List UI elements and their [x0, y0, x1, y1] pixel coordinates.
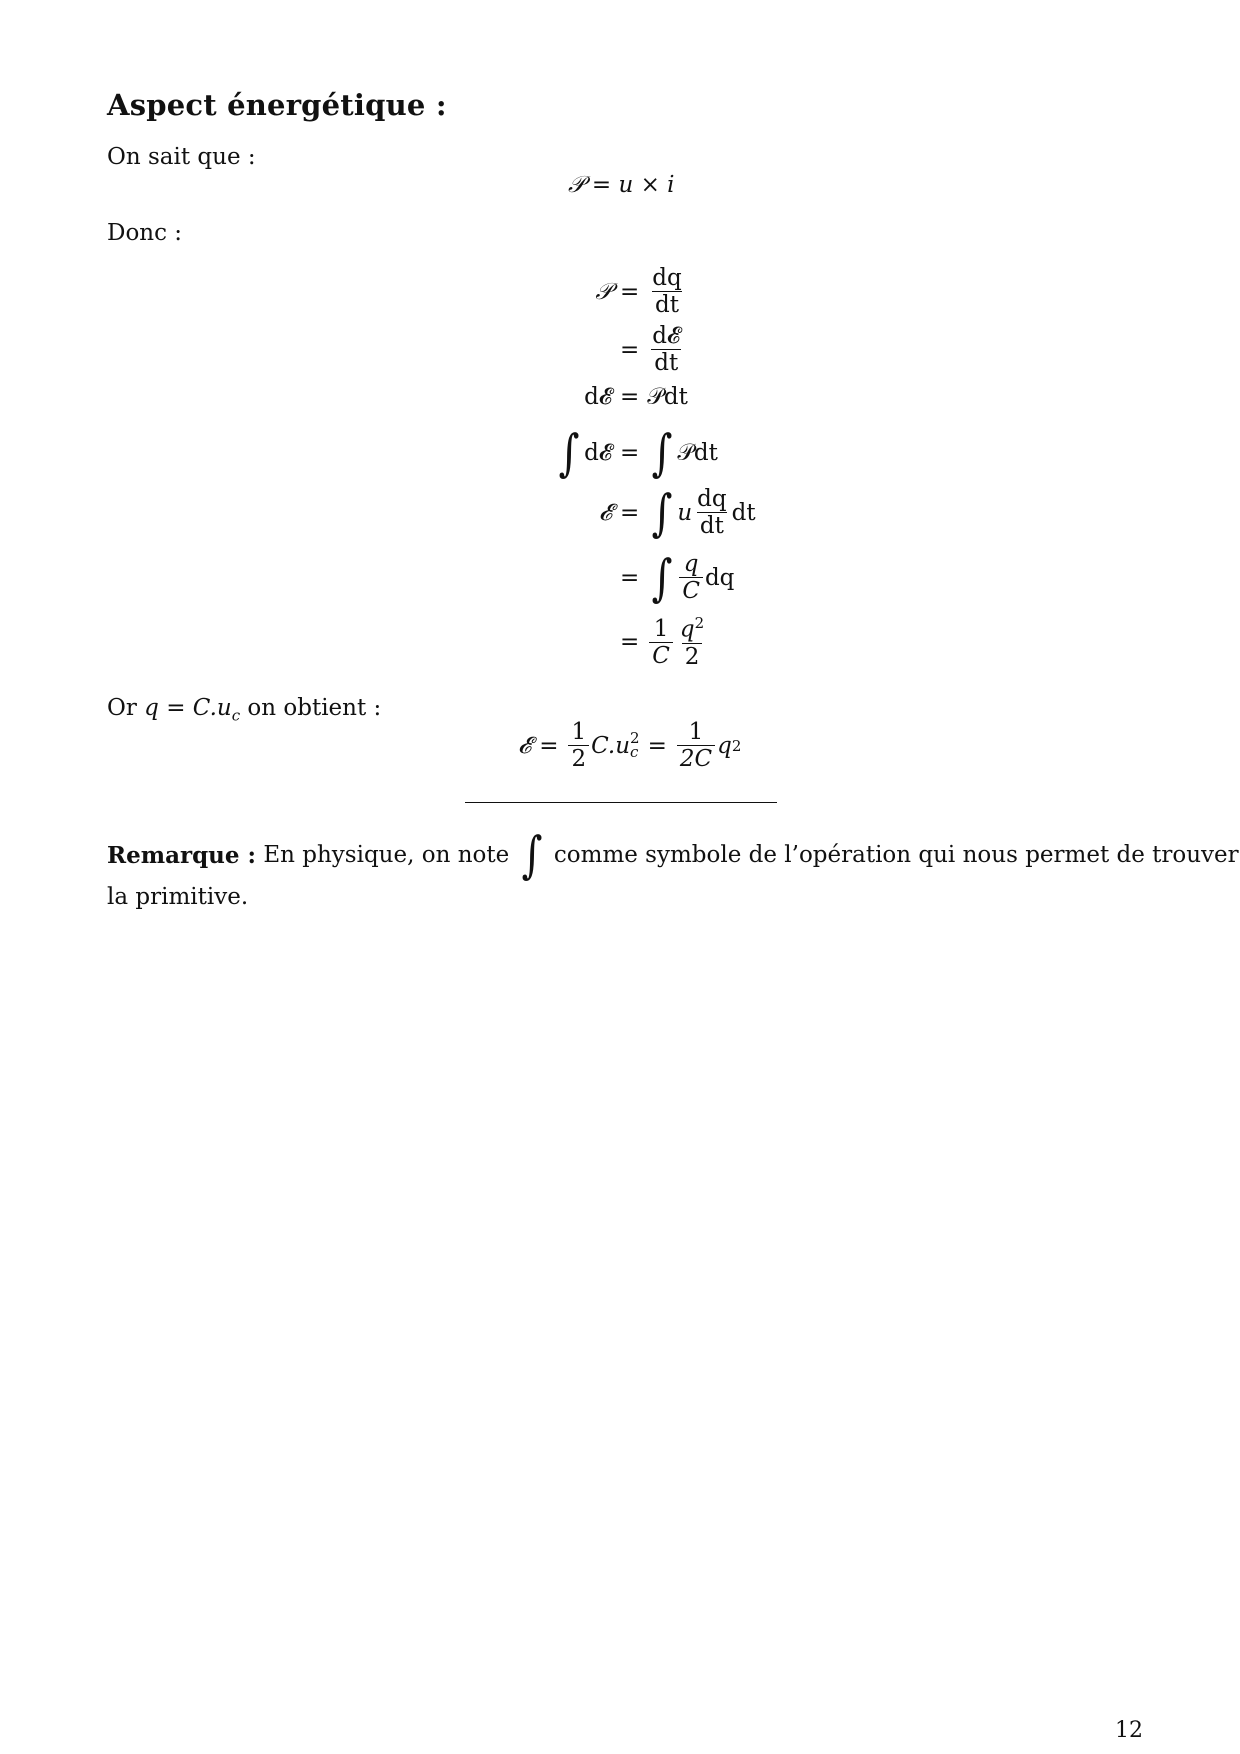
fraction-1-C: $\frac{1}{C}$ — [649, 617, 673, 668]
derivation-row-2: = $\frac{\text{d𝓔}}{dt}$ — [420, 324, 685, 375]
integral-icon: ∫ — [521, 826, 542, 884]
fraction-q2-2: $\frac{q^2}{2}$ — [679, 614, 705, 670]
fraction-1-2: $\frac{1}{2}$ — [568, 720, 589, 771]
integral-icon: ∫ — [651, 424, 673, 482]
derivation-row-5: 𝓔 = ∫ u $\frac{dq}{dt}$ dt — [598, 483, 756, 542]
fraction-dq-dt: $\frac{dq}{dt}$ — [652, 265, 682, 319]
donc-text: Donc : — [107, 220, 183, 246]
fraction-1-2C: $\frac{1}{2C}$ — [677, 720, 715, 771]
remark-line-1: Remarque : En physique, on note ∫ comme symbole de l’opération qui nous permet de trouver — [107, 826, 1239, 884]
derivation-row-7: = $\frac{1}{C}$ $\frac{q^2}{2}$ — [420, 616, 709, 669]
intro-text: On sait que : — [107, 144, 256, 170]
substitution-text: Or $q = C.u_c$ on obtient : — [107, 695, 382, 725]
fraction-dq-dt: $\frac{dq}{dt}$ — [697, 486, 727, 540]
integral-icon: ∫ — [651, 483, 673, 542]
derivation-row-3: d𝓔 = 𝒫dt — [584, 384, 688, 410]
fraction-dE-dt: $\frac{\text{d𝓔}}{dt}$ — [652, 323, 681, 377]
derivation-row-1: 𝒫 = $\frac{dq}{dt}$ — [420, 266, 687, 317]
horizontal-rule — [465, 802, 777, 803]
derivation-row-4: ∫ d𝓔 = ∫ 𝒫dt — [558, 424, 718, 482]
remark-label: Remarque : — [107, 841, 257, 869]
derivation-row-6: = ∫ $\frac{q}{C}$ dq — [620, 548, 735, 607]
power-symbol: 𝒫 — [595, 278, 612, 305]
section-heading: Aspect énergétique : — [107, 88, 447, 122]
final-equation: 𝓔 = $\frac{1}{2}$ C.u 2 c = $\frac{1}{2C}$ q 2 — [518, 719, 742, 773]
power-equation: 𝒫 = u × i — [568, 172, 675, 198]
remark-line-2: la primitive. — [107, 884, 249, 910]
integral-icon: ∫ — [558, 424, 580, 482]
page-number: 12 — [1115, 1718, 1143, 1743]
fraction-q-C: $\frac{q}{C}$ — [679, 552, 703, 603]
integral-icon: ∫ — [651, 548, 673, 607]
